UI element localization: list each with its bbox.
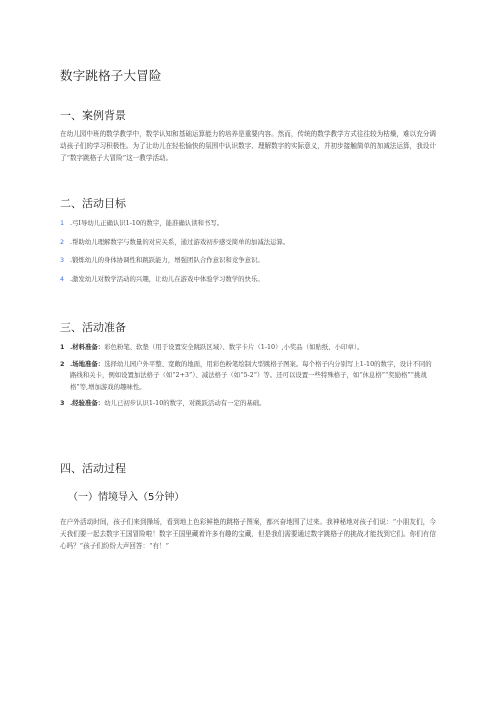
preparation-label: .场地准备： [70,359,105,368]
document-title: 数字跳格子大冒险 [60,68,162,83]
preparation-content [70,342,436,354]
goal-item [60,275,436,294]
goal-number: 4 [60,274,65,283]
preparation-text: 选择幼儿园户外平整、宽敞的地面，用彩色粉笔绘制大型跳格子图案。每个格子内分别写上1-10的数字，设计不同的路线和关卡，例如设置加法格子（如“2+3”）、减法格子（如“5-2”）等。还可以设置一些特殊格子，如“休息格”“奖励格”“挑战格”等,增加游戏的趣味性。 [70,359,432,391]
goals-list-container [60,219,436,293]
section-heading-background: 一、案例背景 [60,109,126,122]
preparation-label: .经验准备： [70,399,105,408]
goal-text: .激发幼儿对数学活动的兴趣，让幼儿在游戏中体验学习数学的快乐。 [70,274,264,283]
goal-text: .锻炼幼儿的身体协调性和跳跃能力，增强团队合作意识和竞争意识。 [70,256,264,265]
goals-list [60,219,436,293]
preparation-text: 幼儿已初步认识1-10的数字，对跳跃活动有一定的基础。 [104,399,266,408]
goal-number: 2 [60,237,65,246]
goal-number: 1 [60,219,65,227]
goal-text: .帮助幼儿理解数字与数量的对应关系，通过游戏初步感受简单的加减法运算。 [70,237,290,246]
section-heading-goals: 二、活动目标 [60,197,126,210]
preparation-content [70,398,436,410]
process-paragraph: 在户外活动时间，孩子们来到操场，看到地上色彩鲜艳的跳格子图案，都兴奋地围了过来。我神秘地对孩子们说：“小朋友们，今天我们要一起去数字王国冒险啦！数字王国里藏着许多有趣的宝藏，但是我们需要通过数字跳格子的挑战才能找到它们。你们有信心吗？”孩子们纷纷大声回答：“有！” [60,518,436,550]
preparation-list-container [60,342,436,415]
section-heading-preparation: 三、活动准备 [60,321,126,334]
preparation-item [60,342,436,354]
preparation-content [70,359,436,394]
preparation-number: 2 [60,359,65,368]
preparation-list [60,342,436,410]
preparation-text: 彩色粉笔、软垫（用于设置安全跳跃区域）、数字卡片（1-10）,小奖品（如贴纸、小印章）。 [104,343,364,351]
section-process-body [60,517,436,552]
section-heading-process: 四、活动过程 [60,462,126,475]
preparation-item [60,398,436,410]
goal-item [60,256,436,275]
goal-text: .弓I导幼儿正确认识1-10的数字，能准确认读和书写。 [70,219,224,227]
preparation-label: .材料准备： [70,343,105,351]
section-background-body [60,129,436,164]
subsection-heading-intro: （一）情境导入（5分钟） [68,492,185,503]
goal-number: 3 [60,256,65,265]
goal-item [60,238,436,257]
preparation-item [60,359,436,394]
goal-item [60,219,436,238]
preparation-number: 1 [60,343,65,351]
background-paragraph: 在幼儿园中班的数学教学中，数学认知和基础运算能力的培养是重要内容。然而，传统的数学教学方式往往较为枯燥，难以充分调动孩子们的学习积极性。为了让幼儿在轻松愉快的氛围中认识数字、理解数字的实际意义，并初步接触简单的加减法运算，我设计了“数字跳格子大冒险”这一教学活动。 [60,130,436,162]
preparation-number: 3 [60,399,65,408]
